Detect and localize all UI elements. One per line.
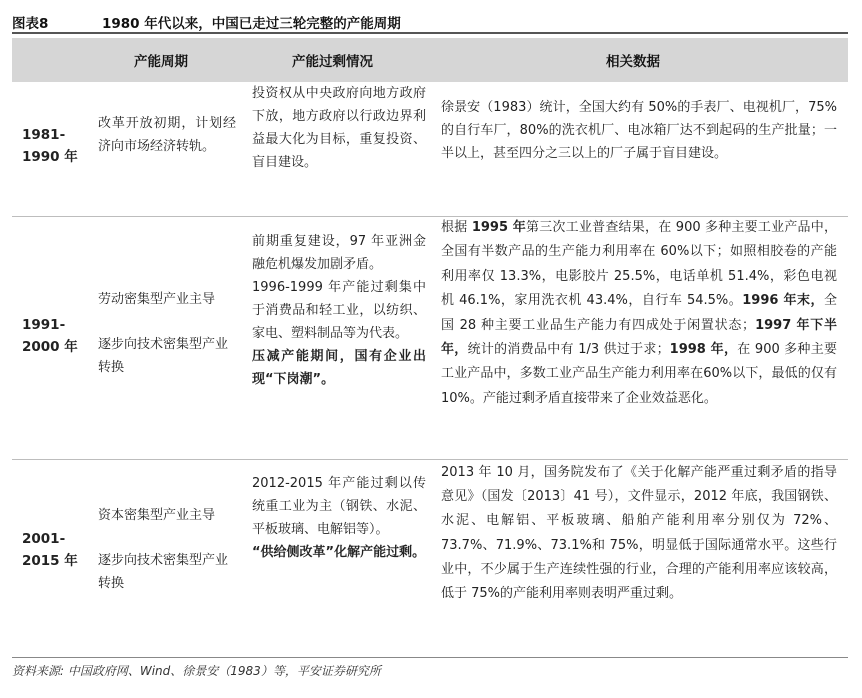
table-bottom-rule xyxy=(12,657,848,658)
period-start: 2001- xyxy=(22,531,66,547)
overcapacity-highlight: “供给侧改革”化解产能过剩。 xyxy=(252,545,426,560)
period-end: 1990 年 xyxy=(22,149,78,165)
data-text: 在 900 多种主要工业产品中，多数工业产品生产能力利用率在60%以下，最低的仅有 10%。产能过剩矛盾直接带来了企业效益恶化。 xyxy=(441,342,837,406)
period-end: 2015 年 xyxy=(22,553,78,569)
period-start: 1981- xyxy=(22,127,66,143)
period-end: 2000 年 xyxy=(22,339,78,355)
table-row-period xyxy=(22,124,92,168)
figure-title-bar xyxy=(12,8,848,34)
cycle-primary: 劳动密集型产业主导 xyxy=(98,292,216,307)
overcapacity-highlight: 压减产能期间，国有企业出现“下岗潮”。 xyxy=(252,349,426,387)
data-text: 根据 xyxy=(441,220,472,235)
table-row-period xyxy=(22,314,92,358)
row-overcapacity-cell: 投资权从中央政府向地方政府下放，地方政府以行政边界利益最大化为目标，重复投资、盲目建设。 xyxy=(252,86,426,170)
row-data-cell xyxy=(441,216,837,411)
header-cycle: 产能周期 xyxy=(134,54,188,70)
table-row-period xyxy=(22,528,92,572)
row-cycle-cell xyxy=(98,504,238,595)
data-highlight: 1998 年， xyxy=(669,342,738,358)
cycle-transition: 逐步向技术密集型产业转换 xyxy=(98,553,229,591)
cycle-primary: 资本密集型产业主导 xyxy=(98,508,216,523)
row-data-cell: 徐景安（1983）统计，全国大约有 50%的手表厂、电视机厂，75%的自行车厂，80%的洗衣机厂、电冰箱厂达不到起码的生产批量；一半以上，甚至四分之三以上的厂子属于盲目建设。 xyxy=(441,100,837,161)
figure-label: 图表8 xyxy=(12,16,49,32)
figure-title: 1980 年代以来，中国已走过三轮完整的产能周期 xyxy=(102,16,401,32)
data-highlight: 1996 年末， xyxy=(742,293,824,309)
data-text: 第三次工业普查结果，在 900 多种主要工业产品中，全国有半数产品的生产能力利用率在 60%以下；如照相胶卷的产能利用率仅 13.3%，电影胶片 25.5%，电话单机 51.4%，彩色电视机 46.1%，家用洗衣机 43.4%，自行车 54.5%。 xyxy=(441,220,838,309)
row-divider xyxy=(12,459,848,460)
data-text: 统计的消费品中有 1/3 供过于求； xyxy=(467,342,670,358)
cycle-transition: 逐步向技术密集型产业转换 xyxy=(98,337,229,375)
header-overcapacity: 产能过剩情况 xyxy=(292,54,373,70)
period-start: 1991- xyxy=(22,317,66,333)
row-overcapacity-cell xyxy=(252,230,426,391)
overcapacity-text: 1996-1999 年产能过剩集中于消费品和轻工业，以纺织、家电、塑料制品等为代表。 xyxy=(252,280,426,341)
data-highlight: 1997 年下半年， xyxy=(441,317,837,358)
header-data: 相关数据 xyxy=(606,54,660,70)
row-data-cell: 2013 年 10 月，国务院发布了《关于化解产能严重过剩矛盾的指导意见》（国发〔2013〕41 号），文件显示，2012 年底，我国钢铁、水泥、电解铝、平板玻璃、船舶产能利用率分别仅为 72%、73.7%、71.9%、73.1%和 75%，明显低于国际通常水平。这些行业中，不少属于生产连续性强的行业，合理的产能利用率应该较高，低于 75%的产能利用率则表明严重过剩。 xyxy=(441,465,837,602)
source-note: 资料来源: 中国政府网、Wind、徐景安（1983）等，平安证券研究所 xyxy=(12,664,381,678)
row-overcapacity-cell xyxy=(252,472,426,564)
data-text: 全国 28 种主要工业品生产能力有四成处于闲置状态； xyxy=(441,293,837,333)
data-highlight: 1995 年 xyxy=(471,220,526,235)
table-header xyxy=(12,38,848,82)
overcapacity-text: 前期重复建设，97 年亚洲金融危机爆发加剧矛盾。 xyxy=(252,234,426,272)
overcapacity-text: 2012-2015 年产能过剩以传统重工业为主（钢铁、水泥、平板玻璃、电解铝等）。 xyxy=(252,476,426,537)
row-cycle-cell: 改革开放初期，计划经济向市场经济转轨。 xyxy=(98,116,236,154)
row-cycle-cell xyxy=(98,288,238,379)
